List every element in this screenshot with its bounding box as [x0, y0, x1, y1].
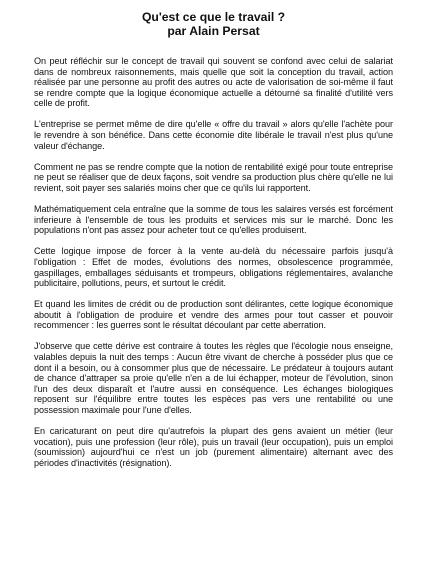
paragraph-1: On peut réfléchir sur le concept de travail qui souvent se confond avec celui de salariat dans de nombreux raisonnements, mais quelle que soit la conception du travail, action réalisée par une personne au profit des autres ou acte de valorisation de soi-même il faut se rendre compte que la logique économique actuelle a détourné sa finalité d'utilité vers celle de profit. — [34, 56, 393, 109]
document-title — [34, 10, 393, 38]
paragraph-4: Mathématiquement cela entraîne que la somme de tous les salaires versés est forcément inferieure à l'ensemble de tous les produits et services mis sur le marché. Donc les populations n'ont pas assez pour acheter tout ce qu'elles produisent. — [34, 204, 393, 236]
paragraph-2: L'entreprise se permet même de dire qu'elle « offre du travail » alors qu'elle l'achète pour le revendre à son bénéfice. Dans cette économie dite libérale le travail n'est plus qu'une valeur d'échange. — [34, 119, 393, 151]
paragraph-8: En caricaturant on peut dire qu'autrefois la plupart des gens avaient un métier (leur vocation), puis une profession (leur rôle), puis un travail (leur occupation), puis un emploi (soumission) aujourd'hui ce n'est un job (purement alimentaire) alternant avec des périodes d'inactivités (résignation). — [34, 426, 393, 468]
title-line-1: Qu'est ce que le travail ? — [141, 10, 286, 24]
title-author-line: par Alain Persat — [167, 24, 260, 38]
paragraph-7: J'observe que cette dérive est contraire à toutes les règles que l'écologie nous enseigne, valables depuis la nuit des temps : Aucun être vivant de cherche à posséder plus que ce dont il a besoin, ou à consommer plus que de nécessaire. Le prédateur à toujours autant de chance d'attraper sa proie qu'elle n'en a de lui échapper, moteur de l'évolution, sinon l'un des deux disparaît et l'autre aussi en conséquence. Les échanges biologiques reposent sur l'équilibre entre toutes les espèces pas vers une rentabilité ou une possession maximale pour l'une d'elles. — [34, 341, 393, 416]
paragraph-6: Et quand les limites de crédit ou de production sont délirantes, cette logique économique aboutit à l'obligation de produire et vendre des armes pour tout casser et pouvoir recommencer : les guerres sont le résultat découlant par cette aberration. — [34, 299, 393, 331]
paragraph-5: Cette logique impose de forcer à la vente au-delà du nécessaire parfois jusqu'à l'obligation : Effet de modes, évolutions des normes, obsolescence programmée, gaspillages, emballages séduisants et trompeurs, obligations réglementaires, avalanche publicitaire, pollutions, peurs, et surtout le crédit. — [34, 246, 393, 289]
paragraph-3: Comment ne pas se rendre compte que la notion de rentabilité exigé pour toute entreprise ne peut se réaliser que de deux façons, soit vendre sa production plus chère qu'elle ne lui revient, soit payer ses salariés moins cher que ce qu'ils lui rapportent. — [34, 161, 393, 193]
